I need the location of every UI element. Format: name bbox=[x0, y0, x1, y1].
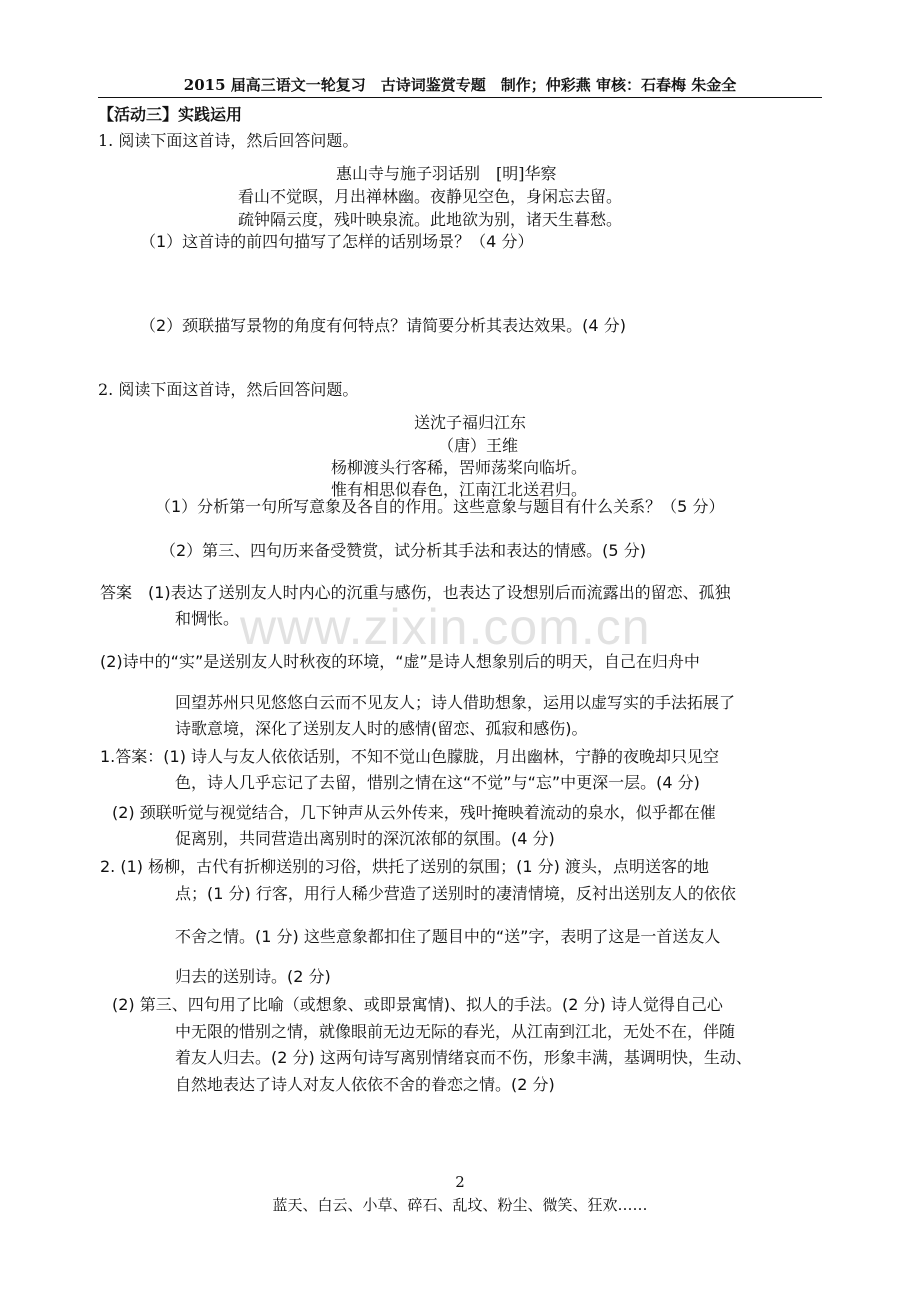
answer-b-line-11: 着友人归去。(2 分) 这两句诗写离别情绪哀而不伤，形象丰满，基调明快，生动、 bbox=[175, 1048, 752, 1067]
answer-b-line-3: (2) 颈联听觉与视觉结合，几下钟声从云外传来，残叶掩映着流动的泉水，似乎都在催 bbox=[112, 803, 716, 822]
q2-subquestion-1: （1）分析第一句所写意象及各自的作用。这些意象与题目有什么关系？（5 分） bbox=[155, 497, 725, 516]
answer-a-line-5: 诗歌意境，深化了送别友人时的感情(留恋、孤寂和感伤)。 bbox=[175, 719, 588, 738]
q2-poem-author: （唐）王维 bbox=[438, 436, 519, 455]
answer-b-line-5: 2. (1) 杨柳，古代有折柳送别的习俗，烘托了送别的氛围；(1 分) 渡头，点明送客的地 bbox=[100, 857, 709, 876]
answer-a-line-3: (2)诗中的“实”是送别友人时秋夜的环境，“虚”是诗人想象别后的明天，自己在归舟中 bbox=[100, 652, 700, 671]
answer-b-line-7: 不舍之情。(1 分) 这些意象都扣住了题目中的“送”字，表明了这是一首送友人 bbox=[175, 927, 721, 946]
q1-subquestion-1: （1）这首诗的前四句描写了怎样的话别场景？（4 分） bbox=[140, 232, 534, 251]
answer-a-line-4: 回望苏州只见悠悠白云而不见友人；诗人借助想象，运用以虚写实的手法拓展了 bbox=[175, 693, 736, 712]
answer-b-line-12: 自然地表达了诗人对友人依依不舍的眷恋之情。(2 分) bbox=[175, 1075, 555, 1094]
q2-poem-line-1: 杨柳渡头行客稀，罟师荡桨向临圻。 bbox=[331, 458, 588, 477]
q2-subquestion-2: （2）第三、四句历来备受赞赏，试分析其手法和表达的情感。(5 分) bbox=[160, 541, 646, 560]
answer-b-line-10: 中无限的惜别之情，就像眼前无边无际的春光，从江南到江北，无处不在，伴随 bbox=[175, 1022, 736, 1041]
answer-a-line-1: 答案 (1)表达了送别友人时内心的沉重与感伤，也表达了设想别后而流露出的留恋、孤独 bbox=[100, 583, 731, 602]
q2-poem-line-2: 惟有相思似春色，江南江北送君归。 bbox=[331, 480, 588, 499]
q1-subquestion-2: （2）颈联描写景物的角度有何特点？请简要分析其表达效果。(4 分) bbox=[140, 316, 626, 335]
q1-poem-title: 惠山寺与施子羽话别 [明]华察 bbox=[336, 164, 557, 183]
q1-intro: 1. 阅读下面这首诗，然后回答问题。 bbox=[98, 131, 359, 150]
q2-intro: 2. 阅读下面这首诗，然后回答问题。 bbox=[98, 380, 359, 399]
footer-text: 蓝天、白云、小草、碎石、乱坟、粉尘、微笑、狂欢…… bbox=[272, 1196, 648, 1214]
page-header: 2015 届高三语文一轮复习 古诗词鉴赏专题 制作；仲彩燕 审核：石春梅 朱金全 bbox=[183, 76, 737, 94]
answer-b-line-9: (2) 第三、四句用了比喻（或想象、或即景寓情)、拟人的手法。(2 分) 诗人觉得自己心 bbox=[112, 995, 723, 1014]
answer-b-line-1: 1.答案：(1) 诗人与友人依依话别，不知不觉山色朦胧，月出幽林，宁静的夜晚却只见空 bbox=[100, 747, 720, 766]
page-number: 2 bbox=[455, 1173, 465, 1191]
header-divider bbox=[98, 97, 822, 98]
answer-b-line-4: 促离别，共同营造出离别时的深沉浓郁的氛围。(4 分) bbox=[175, 829, 555, 848]
answer-b-line-2: 色，诗人几乎忘记了去留，惜别之情在这“不觉”与“忘”中更深一层。(4 分) bbox=[175, 773, 700, 792]
answer-b-line-8: 归去的送别诗。(2 分) bbox=[175, 967, 331, 986]
activity-heading: 【活动三】实践运用 bbox=[98, 105, 243, 124]
q2-poem-title: 送沈子福归江东 bbox=[414, 413, 527, 432]
q1-poem-line-1: 看山不觉暝，月出禅林幽。夜静见空色，身闲忘去留。 bbox=[238, 187, 623, 206]
q1-poem-line-2: 疏钟隔云度，残叶映泉流。此地欲为别，诸天生暮愁。 bbox=[238, 210, 623, 229]
answer-a-line-2: 和惆怅。 bbox=[175, 609, 240, 628]
answer-b-line-6: 点；(1 分) 行客，用行人稀少营造了送别时的凄清情境，反衬出送别友人的依依 bbox=[175, 884, 736, 903]
watermark: www.zixin.com.cn bbox=[240, 599, 651, 655]
